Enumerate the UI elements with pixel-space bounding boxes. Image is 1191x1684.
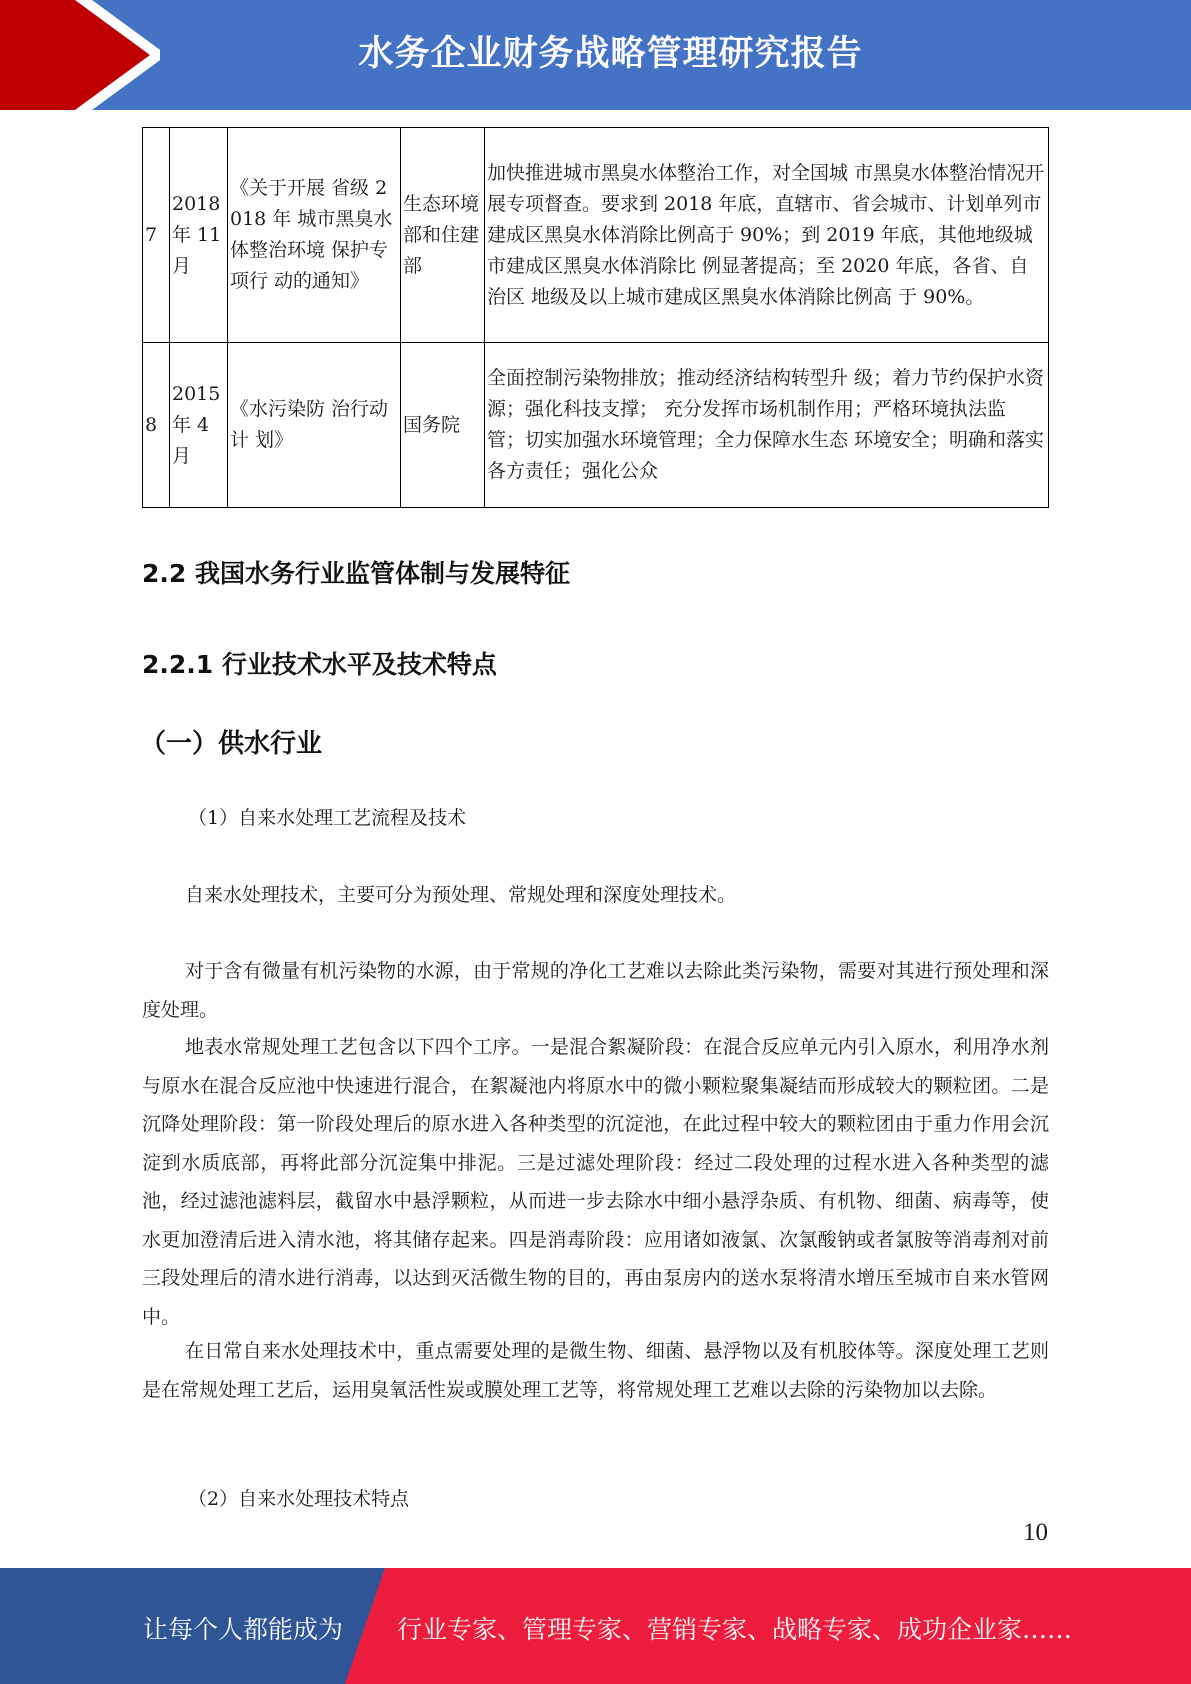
row-department: 生态环境 部和住建 部 bbox=[401, 128, 485, 343]
subsection-heading: 2.2.1 行业技术水平及技术特点 bbox=[142, 650, 497, 679]
table-row bbox=[143, 343, 1049, 508]
row-date: 2015 年 4 月 bbox=[170, 343, 228, 508]
footer-slogan-left: 让每个人都能成为 bbox=[143, 1615, 344, 1644]
row-document: 《关于开展 省级 2018 年 城市黑臭水 体整治环境 保护专项行 动的通知》 bbox=[228, 128, 401, 343]
page-number: 10 bbox=[1023, 1519, 1048, 1546]
paragraph-intro: 自来水处理技术，主要可分为预处理、常规处理和深度处理技术。 bbox=[185, 884, 737, 906]
row-content: 全面控制污染物排放；推动经济结构转型升 级；着力节约保护水资源；强化科技支撑； 充分发挥市场机制作用；严格环境执法监 管；切实加强水环境管理；全力保障水生态 环境安全；明确和落实各方责任；强化公众 bbox=[485, 343, 1049, 508]
section-heading: 2.2 我国水务行业监管体制与发展特征 bbox=[142, 559, 570, 588]
report-title: 水务企业财务战略管理研究报告 bbox=[358, 34, 863, 74]
policy-table bbox=[142, 127, 1049, 508]
paragraph-conventional-process: 地表水常规处理工艺包含以下四个工序。一是混合絮凝阶段：在混合反应单元内引入原水，利用净水剂与原水在混合反应池中快速进行混合，在絮凝池内将原水中的微小颗粒聚集凝结而形成较大的颗粒团。二是沉降处理阶段：第一阶段处理后的原水进入各种类型的沉淀池，在此过程中较大的颗粒团由于重力作用会沉淀到水质底部，再将此部分沉淀集中排泥。三是过滤处理阶段：经过二段处理的过程水进入各种类型的滤池，经过滤池滤料层，截留水中悬浮颗粒，从而进一步去除水中细小悬浮杂质、有机物、细菌、病毒等，使水更加澄清后进入清水池，将其储存起来。四是消毒阶段：应用诸如液氯、次氯酸钠或者氯胺等消毒剂对前三段处理后的清水进行消毒，以达到灭活微生物的目的，再由泵房内的送水泵将清水增压至城市自来水管网中。 bbox=[142, 1036, 1049, 1328]
row-number: 8 bbox=[143, 343, 170, 508]
row-date: 2018 年 11 月 bbox=[170, 128, 228, 343]
subheading-features: （2）自来水处理技术特点 bbox=[188, 1488, 410, 1510]
category-heading: （一）供水行业 bbox=[140, 729, 323, 759]
row-department: 国务院 bbox=[401, 343, 485, 508]
row-content: 加快推进城市黑臭水体整治工作，对全国城 市黑臭水体整治情况开展专项督查。要求到 2018 年底，直辖市、省会城市、计划单列市 建成区黑臭水体消除比例高于 90%；到 2019 年底，其他地级城市建成区黑臭水体消除比 例显著提高；至 2020 年底，各省、自治区 地级及以上城市建成区黑臭水体消除比例高 于 90%。 bbox=[485, 128, 1049, 343]
paragraph-micro-pollutants: 对于含有微量有机污染物的水源，由于常规的净化工艺难以去除此类污染物，需要对其进行预处理和深度处理。 bbox=[142, 960, 1049, 1021]
subheading-process: （1）自来水处理工艺流程及技术 bbox=[188, 807, 467, 829]
table-row bbox=[143, 128, 1049, 343]
row-number: 7 bbox=[143, 128, 170, 343]
row-document: 《水污染防 治行动计 划》 bbox=[228, 343, 401, 508]
paragraph-deep-treatment: 在日常自来水处理技术中，重点需要处理的是微生物、细菌、悬浮物以及有机胶体等。深度处理工艺则是在常规处理工艺后，运用臭氧活性炭或膜处理工艺等，将常规处理工艺难以去除的污染物加以去除。 bbox=[142, 1340, 1049, 1401]
footer-slogan-right: 行业专家、管理专家、营销专家、战略专家、成功企业家…… bbox=[397, 1615, 1073, 1644]
